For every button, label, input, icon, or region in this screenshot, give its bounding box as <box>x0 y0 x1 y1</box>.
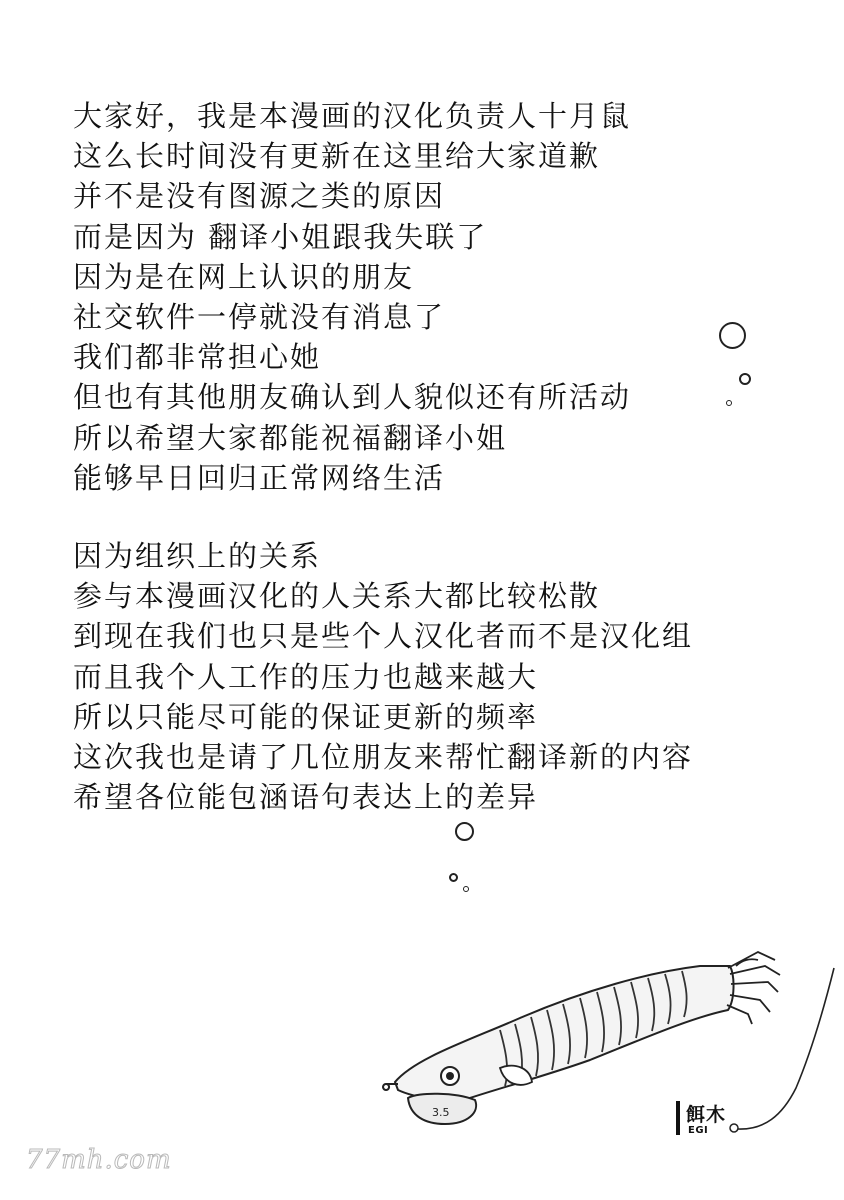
text-line: 因为组织上的关系 <box>73 539 322 573</box>
text-line: 能够早日回归正常网络生活 <box>73 460 446 495</box>
text-line: 这次我也是请了几位朋友来帮忙翻译新的内容 <box>73 739 694 774</box>
text-line: 所以希望大家都能祝福翻译小姐 <box>73 420 508 455</box>
fishing-line <box>738 968 834 1129</box>
text-line: 而是因为 翻译小姐跟我失联了 <box>73 219 488 254</box>
text-line: 我们都非常担心她 <box>73 340 322 375</box>
text-line: 但也有其他朋友确认到人貌似还有所活动 <box>73 380 632 415</box>
text-line: 所以只能尽可能的保证更新的频率 <box>73 699 539 734</box>
jig-size-label: 3.5 <box>432 1106 450 1119</box>
egi-caption <box>676 1100 746 1144</box>
text-line: 而且我个人工作的压力也越来越大 <box>73 659 539 694</box>
text-line: 这么长时间没有更新在这里给大家道歉 <box>73 139 601 174</box>
text-line: 社交软件一停就没有消息了 <box>73 299 446 334</box>
text-line: 因为是在网上认识的朋友 <box>73 259 415 294</box>
text-line: 大家好，我是本漫画的汉化负责人十月鼠 <box>73 99 632 133</box>
lure-eyelet <box>383 1084 398 1090</box>
text-line: 参与本漫画汉化的人关系大都比较松散 <box>73 579 601 614</box>
site-watermark: 77mh.com <box>26 1145 172 1175</box>
egi-romaji: EGI <box>688 1125 709 1136</box>
caption-bar <box>676 1101 680 1135</box>
egi-kanji: 餌木 <box>686 1104 727 1126</box>
lure-tail <box>727 952 780 1024</box>
text-line: 并不是没有图源之类的原因 <box>73 179 446 214</box>
text-line: 到现在我们也只是些个人汉化者而不是汉化组 <box>73 619 694 654</box>
text-line: 希望各位能包涵语句表达上的差异 <box>73 780 539 815</box>
